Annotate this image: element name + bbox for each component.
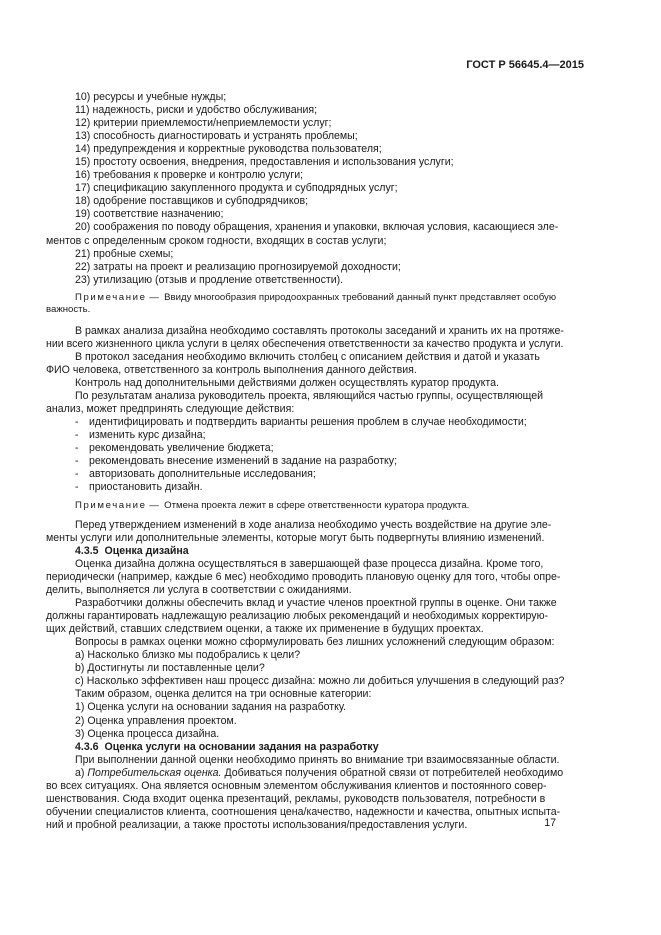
paragraph <box>46 324 587 351</box>
paragraph-line: делить, выполняется ли услуга в соответствии с ожиданиями. <box>46 584 352 597</box>
list-item: 21) пробные схемы; <box>75 247 174 260</box>
list-item-text: идентифицировать и подтвердить варианты решения проблем в случае необходимости; <box>89 416 527 429</box>
document-header: ГОСТ Р 56645.4—2015 <box>466 59 584 71</box>
requirements-list <box>46 91 587 287</box>
note-text: Ввиду многообразия природоохранных требований данный пункт представляет особую <box>164 291 557 303</box>
section-title: Оценка дизайна <box>104 544 189 557</box>
paragraph-line: По результатам анализа руководитель проекта, являющийся частью группы, осуществляющей <box>75 389 544 402</box>
paragraph-line: ний и пробной реализации, а также простоты использования/предоставления услуги. <box>46 818 468 831</box>
paragraph-text: Добиваться получения обратной связи от потребителей необходимо <box>224 766 564 779</box>
list-item: b) Достигнуты ли поставленные цели? <box>75 662 265 675</box>
paragraph: При выполнении данной оценки необходимо принять во внимание три взаимосвязанные области. <box>75 753 560 766</box>
italic-term: Потребительская оценка. <box>87 766 222 779</box>
paragraph-line: нии всего жизненного цикла услуги в целях обеспечения ответственности за качество продукта и услуги. <box>46 337 564 350</box>
bullet-dash: - <box>75 468 79 481</box>
bullet-dash: - <box>75 442 79 455</box>
list-item-text: рекомендовать увеличение бюджета; <box>89 442 274 455</box>
list-item <box>75 455 587 468</box>
list-item <box>75 481 587 494</box>
paragraph: Контроль над дополнительными действиями должен осуществлять куратор продукта. <box>75 376 499 389</box>
list-item: 13) способность диагностировать и устранять проблемы; <box>75 130 358 143</box>
page-number: 17 <box>544 817 556 829</box>
list-item: 10) ресурсы и учебные нужды; <box>75 91 227 103</box>
item-prefix: а) <box>75 766 85 779</box>
questions-list <box>75 649 587 688</box>
list-item: 12) критерии приемлемости/неприемлемости услуг; <box>75 117 332 130</box>
note-text: Отмена проекта лежит в сфере ответственности куратора продукта. <box>164 500 470 512</box>
note-label: Примечание <box>75 500 147 512</box>
note-dash: — <box>149 500 159 512</box>
list-item: 3) Оценка процесса дизайна. <box>75 727 220 740</box>
note <box>75 500 587 513</box>
list-item-text: авторизовать дополнительные исследования; <box>89 468 316 481</box>
list-item-text: изменить курс дизайна; <box>89 429 206 442</box>
paragraph-line: периодически (например, каждые 6 мес) необходимо проводить плановую оценку для того, чтобы опре- <box>46 571 561 583</box>
paragraph-line <box>75 767 587 780</box>
bullet-dash: - <box>75 455 79 468</box>
paragraph-line: шенствования. Сюда входит оценка презентаций, рекламы, руководств пользователя, потребности в <box>46 792 546 805</box>
paragraph-line: В протокол заседания необходимо включить столбец с описанием действия и датой и указать <box>75 350 540 363</box>
section-number: 4.3.6 <box>75 740 99 753</box>
paragraph: Вопросы в рамках оценки можно сформулировать без лишних усложнений следующим образом: <box>75 636 555 649</box>
bullet-dash: - <box>75 481 79 494</box>
list-item: c) Насколько эффективен наш процесс дизайна: можно ли добиться улучшения в следующий раз? <box>75 675 565 688</box>
list-item: 22) затраты на проект и реализацию прогнозируемой доходности; <box>75 260 401 273</box>
section-heading <box>75 741 587 754</box>
paragraph <box>46 518 587 545</box>
paragraph-line: менты услуги или дополнительные элементы, которые могут быть подвергнуты влиянию изменений. <box>46 531 545 544</box>
paragraph <box>46 389 587 416</box>
list-item: 19) соответствие назначению; <box>75 208 224 221</box>
note-text-continuation: важность. <box>46 304 91 316</box>
list-item: 1) Оценка услуги на основании задания на разработку. <box>75 701 347 714</box>
paragraph <box>46 557 587 597</box>
list-item: 2) Оценка управления проектом. <box>75 714 237 727</box>
list-item <box>75 429 587 442</box>
list-item: 16) требования к проверке и контролю услуги; <box>75 169 304 182</box>
list-item: 18) одобрение поставщиков и субподрядчиков; <box>75 195 309 208</box>
page-content <box>46 91 587 832</box>
paragraph-line: Оценка дизайна должна осуществляться в завершающей фазе процесса дизайна. Кроме того, <box>75 557 544 570</box>
paragraph-line: В рамках анализа дизайна необходимо составлять протоколы заседаний и хранить их на протяже- <box>75 324 564 337</box>
bullet-dash: - <box>75 429 79 442</box>
list-item-text: рекомендовать внесение изменений в задание на разработку; <box>89 455 398 468</box>
list-item-text: приостановить дизайн. <box>89 481 203 494</box>
list-item: 14) предупреждения и корректные руководства пользователя; <box>75 143 382 156</box>
list-item: 20) соображения по поводу обращения, хранения и упаковки, включая условия, касающиеся эле- <box>75 221 559 234</box>
list-item <box>75 468 587 481</box>
list-item-continuation: ментов с определенным сроком годности, входящих в состав услуги; <box>46 234 387 247</box>
note-dash: — <box>149 291 159 303</box>
note-label: Примечание <box>75 291 147 303</box>
paragraph-line: ФИО человека, ответственного за контроль выполнения данного действия. <box>46 363 417 376</box>
paragraph-line: Перед утверждением изменений в ходе анализа необходимо учесть воздействие на другие эле- <box>75 518 552 531</box>
list-item: 11) надежность, риски и удобство обслуживания; <box>75 104 318 117</box>
paragraph-line: должны гарантировать надлежащую реализацию любых рекомендаций и необходимых корректирую- <box>46 610 549 623</box>
paragraph-line: Разработчики должны обеспечить вклад и участие членов проектной группы в оценке. Они также <box>75 597 557 610</box>
list-item: 23) утилизацию (отзыв и продление ответственности). <box>75 273 344 286</box>
bullet-dash: - <box>75 416 79 429</box>
list-item: 17) спецификацию закупленного продукта и субподрядных услуг; <box>75 182 398 195</box>
paragraph-line: анализ, может предпринять следующие действия: <box>46 402 295 415</box>
list-item <box>75 442 587 455</box>
actions-list <box>75 416 587 494</box>
list-item: 15) простоту освоения, внедрения, предоставления и использования услуги; <box>75 156 454 169</box>
section-heading <box>75 545 587 558</box>
paragraph-line: щих действий, ставших следствием оценки, а также их применение в будущих проектах. <box>46 623 484 636</box>
section-number: 4.3.5 <box>75 544 99 557</box>
paragraph <box>46 597 587 636</box>
paragraph <box>46 350 587 377</box>
categories-list <box>75 701 587 740</box>
paragraph: Таким образом, оценка делится на три основные категории: <box>75 688 372 701</box>
paragraph <box>46 766 587 832</box>
list-item <box>75 416 587 429</box>
list-item: a) Насколько близко мы подобрались к цели? <box>75 649 301 662</box>
section-title: Оценка услуги на основании задания на разработку <box>104 740 379 753</box>
note <box>46 291 587 317</box>
paragraph-line: во всех ситуациях. Она является основным элементом обслуживания клиентов и постоянного совер- <box>46 779 547 792</box>
paragraph-line: обучении специалистов клиента, соотношения цена/качество, надежности и качества, опытных испыта- <box>46 805 561 818</box>
